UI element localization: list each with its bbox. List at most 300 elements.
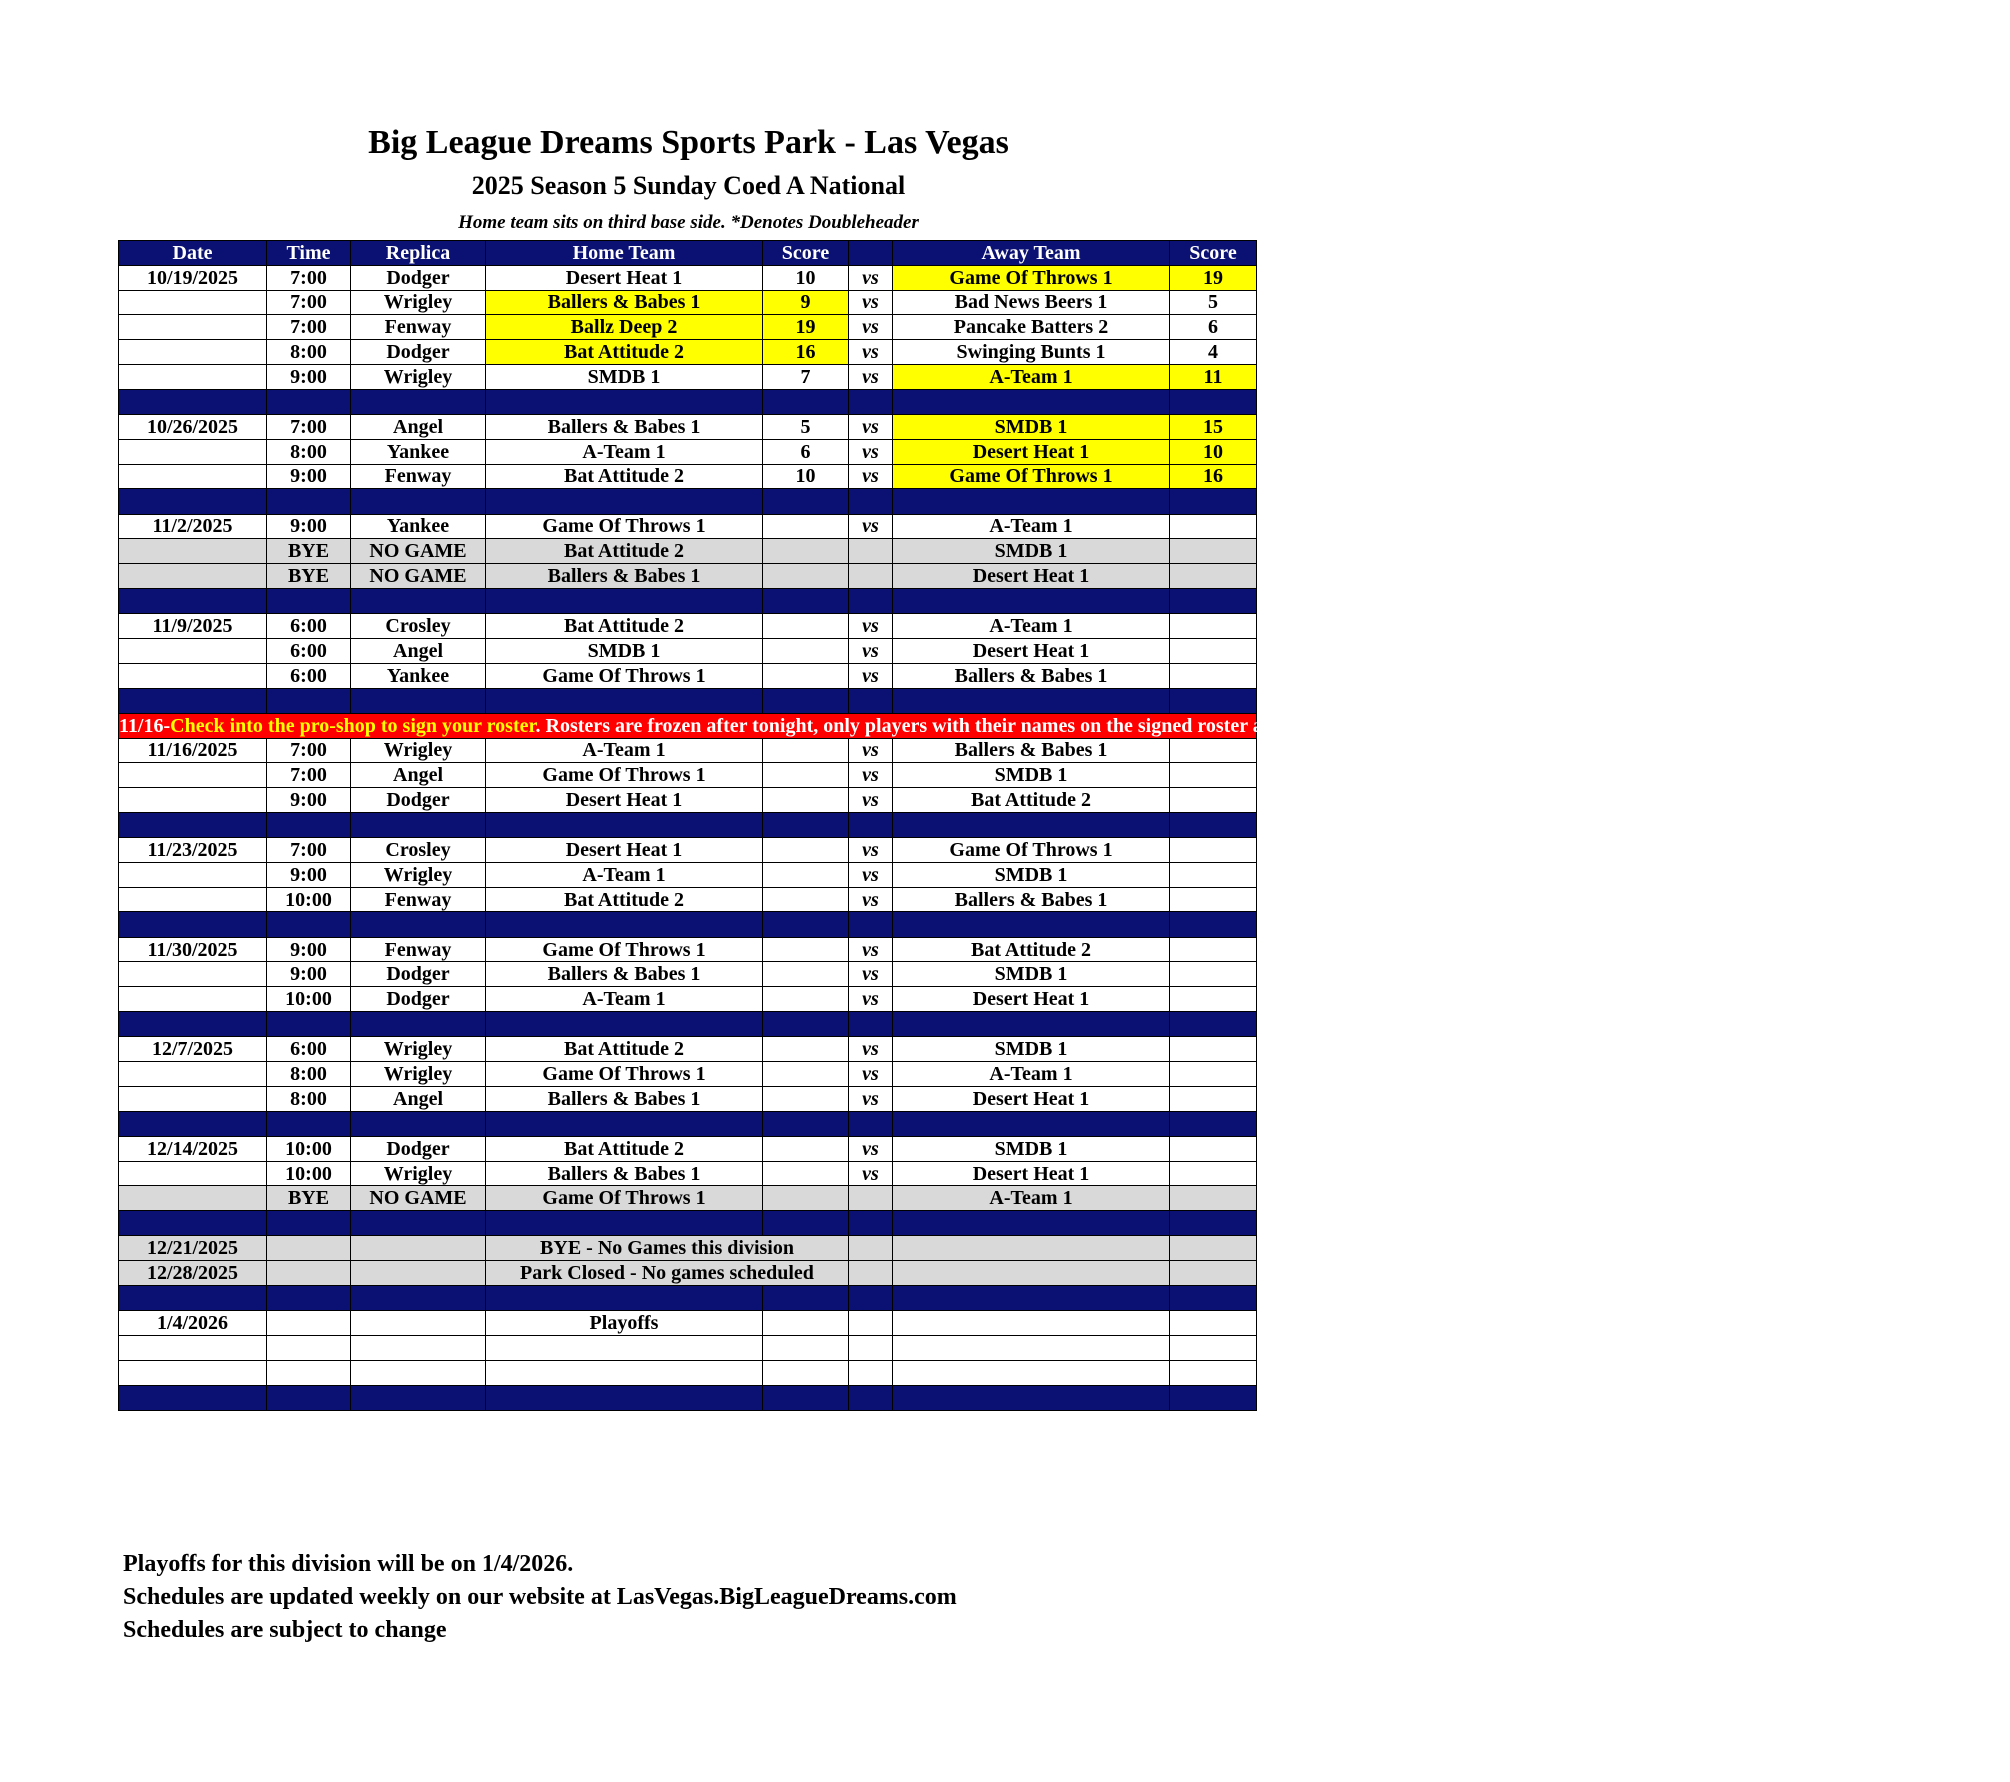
home-score-cell — [763, 564, 849, 589]
game-row — [119, 887, 1257, 912]
away-team-cell: Swinging Bunts 1 — [893, 340, 1170, 365]
home-team-cell: Desert Heat 1 — [486, 265, 763, 290]
home-team-cell: Ballers & Babes 1 — [486, 1086, 763, 1111]
separator-cell — [119, 1211, 267, 1236]
home-team-cell: Playoffs — [486, 1311, 763, 1336]
separator-cell — [267, 389, 351, 414]
home-team-cell: Ballers & Babes 1 — [486, 1161, 763, 1186]
home-team-cell: Game Of Throws 1 — [486, 1062, 763, 1087]
week-separator — [119, 1211, 1257, 1236]
away-score-cell — [1170, 638, 1257, 663]
replica-cell: Fenway — [351, 464, 486, 489]
game-row — [119, 738, 1257, 763]
away-team-cell: Desert Heat 1 — [893, 1086, 1170, 1111]
week-separator — [119, 1385, 1257, 1410]
separator-cell — [849, 1385, 893, 1410]
week-separator — [119, 912, 1257, 937]
vs-cell — [849, 1360, 893, 1385]
away-score-cell: 4 — [1170, 340, 1257, 365]
date-cell — [119, 290, 267, 315]
separator-cell — [267, 1385, 351, 1410]
vs-cell: vs — [849, 1062, 893, 1087]
roster-notice — [119, 713, 2010, 738]
home-team-cell — [486, 1335, 763, 1360]
date-cell: 12/28/2025 — [119, 1261, 267, 1286]
home-team-cell: Ballers & Babes 1 — [486, 290, 763, 315]
game-row — [119, 464, 1257, 489]
separator-cell — [119, 688, 267, 713]
away-team-cell: Game Of Throws 1 — [893, 838, 1170, 863]
vs-cell: vs — [849, 638, 893, 663]
time-cell: 7:00 — [267, 838, 351, 863]
away-team-cell — [893, 1236, 1170, 1261]
home-team-cell: Game Of Throws 1 — [486, 663, 763, 688]
home-team-cell: A-Team 1 — [486, 439, 763, 464]
separator-cell — [119, 489, 267, 514]
separator-cell — [351, 1285, 486, 1310]
time-cell: BYE — [267, 1186, 351, 1211]
col-replica: Replica — [351, 241, 486, 266]
date-cell: 12/21/2025 — [119, 1236, 267, 1261]
separator-cell — [763, 489, 849, 514]
date-cell — [119, 340, 267, 365]
date-cell — [119, 887, 267, 912]
date-cell — [119, 1062, 267, 1087]
replica-cell: Yankee — [351, 663, 486, 688]
separator-cell — [486, 1211, 763, 1236]
vs-cell: vs — [849, 738, 893, 763]
home-score-cell — [763, 638, 849, 663]
home-score-cell — [763, 663, 849, 688]
date-cell: 1/4/2026 — [119, 1311, 267, 1336]
date-cell: 11/2/2025 — [119, 514, 267, 539]
week-separator — [119, 1111, 1257, 1136]
away-team-cell: A-Team 1 — [893, 1186, 1170, 1211]
roster-notice-row — [119, 713, 1257, 738]
home-score-cell: 16 — [763, 340, 849, 365]
replica-cell — [351, 1311, 486, 1336]
bye-row — [119, 1186, 1257, 1211]
home-score-cell — [763, 1037, 849, 1062]
separator-cell — [763, 1211, 849, 1236]
separator-cell — [763, 588, 849, 613]
time-cell: 9:00 — [267, 364, 351, 389]
home-score-cell — [763, 962, 849, 987]
vs-cell: vs — [849, 514, 893, 539]
time-cell: 9:00 — [267, 464, 351, 489]
separator-cell — [351, 1385, 486, 1410]
home-team-cell: Bat Attitude 2 — [486, 1037, 763, 1062]
separator-cell — [893, 1012, 1170, 1037]
away-score-cell — [1170, 614, 1257, 639]
date-cell — [119, 663, 267, 688]
separator-cell — [893, 489, 1170, 514]
away-team-cell: A-Team 1 — [893, 614, 1170, 639]
separator-cell — [351, 812, 486, 837]
col-time: Time — [267, 241, 351, 266]
home-team-cell: Ballers & Babes 1 — [486, 414, 763, 439]
away-score-cell: 10 — [1170, 439, 1257, 464]
home-score-cell — [763, 539, 849, 564]
time-cell: 9:00 — [267, 788, 351, 813]
separator-cell — [849, 1111, 893, 1136]
home-team-cell: Game Of Throws 1 — [486, 1186, 763, 1211]
home-score-cell — [763, 1136, 849, 1161]
away-score-cell — [1170, 1335, 1257, 1360]
away-team-cell: Desert Heat 1 — [893, 1161, 1170, 1186]
replica-cell — [351, 1236, 486, 1261]
separator-cell — [1170, 489, 1257, 514]
date-cell — [119, 1186, 267, 1211]
separator-cell — [267, 1012, 351, 1037]
closed-message: Park Closed - No games scheduled — [486, 1261, 849, 1286]
time-cell — [267, 1335, 351, 1360]
vs-cell — [849, 1261, 893, 1286]
replica-cell: Wrigley — [351, 1161, 486, 1186]
vs-cell: vs — [849, 788, 893, 813]
separator-cell — [486, 812, 763, 837]
away-team-cell: Bat Attitude 2 — [893, 788, 1170, 813]
separator-cell — [893, 1385, 1170, 1410]
notice-highlight: Check into the pro-shop to sign your roster — [170, 714, 536, 737]
away-team-cell: SMDB 1 — [893, 539, 1170, 564]
date-cell — [119, 788, 267, 813]
vs-cell — [849, 564, 893, 589]
date-cell — [119, 763, 267, 788]
separator-cell — [486, 1111, 763, 1136]
home-score-cell — [763, 1335, 849, 1360]
game-row — [119, 614, 1257, 639]
replica-cell — [351, 1360, 486, 1385]
home-score-cell — [763, 514, 849, 539]
date-cell — [119, 638, 267, 663]
vs-cell: vs — [849, 265, 893, 290]
separator-cell — [486, 489, 763, 514]
away-team-cell: Desert Heat 1 — [893, 638, 1170, 663]
home-score-cell — [763, 788, 849, 813]
away-team-cell — [893, 1261, 1170, 1286]
away-score-cell — [1170, 962, 1257, 987]
replica-cell: Fenway — [351, 315, 486, 340]
date-cell — [119, 539, 267, 564]
home-team-cell: Bat Attitude 2 — [486, 1136, 763, 1161]
separator-cell — [351, 1111, 486, 1136]
separator-cell — [763, 1285, 849, 1310]
vs-cell: vs — [849, 439, 893, 464]
replica-cell: Wrigley — [351, 738, 486, 763]
home-score-cell: 5 — [763, 414, 849, 439]
replica-cell: Dodger — [351, 788, 486, 813]
closed-row — [119, 1236, 1257, 1261]
away-score-cell — [1170, 1261, 1257, 1286]
week-separator — [119, 1285, 1257, 1310]
home-team-cell: SMDB 1 — [486, 364, 763, 389]
vs-cell: vs — [849, 663, 893, 688]
date-cell — [119, 564, 267, 589]
game-row — [119, 514, 1257, 539]
vs-cell: vs — [849, 763, 893, 788]
week-separator — [119, 588, 1257, 613]
date-cell: 10/19/2025 — [119, 265, 267, 290]
game-row — [119, 290, 1257, 315]
home-team-cell — [486, 1360, 763, 1385]
game-row — [119, 1037, 1257, 1062]
vs-cell: vs — [849, 290, 893, 315]
away-score-cell — [1170, 539, 1257, 564]
vs-cell: vs — [849, 887, 893, 912]
game-row — [119, 439, 1257, 464]
home-team-cell: Ballz Deep 2 — [486, 315, 763, 340]
game-row — [119, 340, 1257, 365]
replica-cell: Crosley — [351, 838, 486, 863]
separator-cell — [267, 489, 351, 514]
away-score-cell — [1170, 763, 1257, 788]
away-team-cell: Ballers & Babes 1 — [893, 887, 1170, 912]
week-separator — [119, 489, 1257, 514]
vs-cell: vs — [849, 962, 893, 987]
separator-cell — [119, 1285, 267, 1310]
separator-cell — [849, 812, 893, 837]
separator-cell — [1170, 688, 1257, 713]
home-team-cell: Game Of Throws 1 — [486, 763, 763, 788]
time-cell: 8:00 — [267, 1062, 351, 1087]
time-cell: 9:00 — [267, 937, 351, 962]
away-score-cell — [1170, 862, 1257, 887]
separator-cell — [1170, 588, 1257, 613]
col-date: Date — [119, 241, 267, 266]
time-cell — [267, 1236, 351, 1261]
home-score-cell — [763, 987, 849, 1012]
separator-cell — [893, 688, 1170, 713]
notice-text: . Rosters are frozen after tonight, only players with their names on the signed roster are eligible for playoffs. Please check carefully as changes will not be made for omissions. — [535, 714, 2010, 737]
home-team-cell: Ballers & Babes 1 — [486, 962, 763, 987]
separator-cell — [893, 588, 1170, 613]
separator-cell — [486, 1285, 763, 1310]
vs-cell: vs — [849, 862, 893, 887]
separator-cell — [119, 812, 267, 837]
replica-cell: Yankee — [351, 514, 486, 539]
separator-cell — [1170, 389, 1257, 414]
home-score-cell — [763, 887, 849, 912]
date-cell: 11/23/2025 — [119, 838, 267, 863]
away-team-cell: Desert Heat 1 — [893, 439, 1170, 464]
home-score-cell — [763, 937, 849, 962]
replica-cell: Wrigley — [351, 1062, 486, 1087]
home-score-cell: 6 — [763, 439, 849, 464]
vs-cell — [849, 1335, 893, 1360]
home-score-cell: 10 — [763, 265, 849, 290]
replica-cell: Wrigley — [351, 364, 486, 389]
separator-cell — [893, 812, 1170, 837]
date-cell: 12/14/2025 — [119, 1136, 267, 1161]
home-team-cell: Desert Heat 1 — [486, 788, 763, 813]
replica-cell: Wrigley — [351, 862, 486, 887]
separator-cell — [119, 389, 267, 414]
separator-cell — [849, 1211, 893, 1236]
replica-cell: NO GAME — [351, 539, 486, 564]
vs-cell: vs — [849, 1086, 893, 1111]
home-score-cell: 7 — [763, 364, 849, 389]
date-cell — [119, 364, 267, 389]
replica-cell: Dodger — [351, 340, 486, 365]
game-row — [119, 638, 1257, 663]
away-score-cell: 16 — [1170, 464, 1257, 489]
game-row — [119, 1086, 1257, 1111]
home-team-cell: Desert Heat 1 — [486, 838, 763, 863]
separator-cell — [893, 389, 1170, 414]
away-score-cell — [1170, 1136, 1257, 1161]
game-row — [119, 937, 1257, 962]
footer-website: Schedules are updated weekly on our website at LasVegas.BigLeagueDreams.com — [123, 1584, 957, 1610]
home-score-cell: 19 — [763, 315, 849, 340]
date-cell: 10/26/2025 — [119, 414, 267, 439]
footer — [123, 1548, 957, 1647]
separator-cell — [849, 489, 893, 514]
home-score-cell — [763, 763, 849, 788]
bye-row — [119, 539, 1257, 564]
date-cell — [119, 464, 267, 489]
away-score-cell — [1170, 937, 1257, 962]
time-cell: 10:00 — [267, 987, 351, 1012]
separator-cell — [267, 912, 351, 937]
game-row — [119, 763, 1257, 788]
separator-cell — [763, 812, 849, 837]
home-team-cell: SMDB 1 — [486, 638, 763, 663]
away-team-cell: A-Team 1 — [893, 1062, 1170, 1087]
time-cell: 6:00 — [267, 614, 351, 639]
separator-cell — [119, 1111, 267, 1136]
separator-cell — [1170, 912, 1257, 937]
col-away-team: Away Team — [893, 241, 1170, 266]
date-cell — [119, 1086, 267, 1111]
home-score-cell — [763, 1311, 849, 1336]
away-score-cell — [1170, 1236, 1257, 1261]
separator-cell — [119, 912, 267, 937]
time-cell: 8:00 — [267, 439, 351, 464]
home-team-cell: Bat Attitude 2 — [486, 340, 763, 365]
replica-cell: NO GAME — [351, 564, 486, 589]
home-score-cell — [763, 1062, 849, 1087]
home-team-cell: A-Team 1 — [486, 862, 763, 887]
date-cell: 11/30/2025 — [119, 937, 267, 962]
vs-cell: vs — [849, 1037, 893, 1062]
separator-cell — [267, 812, 351, 837]
game-row — [119, 1062, 1257, 1087]
time-cell: 10:00 — [267, 1136, 351, 1161]
game-row — [119, 862, 1257, 887]
vs-cell: vs — [849, 614, 893, 639]
time-cell: 8:00 — [267, 340, 351, 365]
time-cell: 9:00 — [267, 862, 351, 887]
time-cell: 10:00 — [267, 1161, 351, 1186]
separator-cell — [763, 1111, 849, 1136]
replica-cell: Fenway — [351, 887, 486, 912]
away-score-cell — [1170, 1360, 1257, 1385]
separator-cell — [893, 1285, 1170, 1310]
away-team-cell — [893, 1311, 1170, 1336]
separator-cell — [1170, 1211, 1257, 1236]
separator-cell — [119, 1012, 267, 1037]
notice-date: 11/16- — [119, 714, 171, 737]
home-team-cell: Bat Attitude 2 — [486, 539, 763, 564]
col-away-score: Score — [1170, 241, 1257, 266]
away-score-cell — [1170, 1161, 1257, 1186]
vs-cell: vs — [849, 1161, 893, 1186]
away-score-cell — [1170, 788, 1257, 813]
away-team-cell: Ballers & Babes 1 — [893, 663, 1170, 688]
home-team-cell: A-Team 1 — [486, 738, 763, 763]
away-team-cell: Game Of Throws 1 — [893, 265, 1170, 290]
week-separator — [119, 1012, 1257, 1037]
separator-cell — [119, 588, 267, 613]
away-score-cell — [1170, 564, 1257, 589]
game-row — [119, 1136, 1257, 1161]
separator-cell — [267, 588, 351, 613]
vs-cell: vs — [849, 340, 893, 365]
replica-cell: NO GAME — [351, 1186, 486, 1211]
date-cell: 12/7/2025 — [119, 1037, 267, 1062]
header-row — [119, 241, 1257, 266]
separator-cell — [763, 912, 849, 937]
away-team-cell: Pancake Batters 2 — [893, 315, 1170, 340]
separator-cell — [849, 688, 893, 713]
away-score-cell — [1170, 987, 1257, 1012]
home-score-cell — [763, 1161, 849, 1186]
away-score-cell: 11 — [1170, 364, 1257, 389]
separator-cell — [486, 912, 763, 937]
vs-cell — [849, 1186, 893, 1211]
schedule-table — [118, 240, 2010, 1411]
time-cell — [267, 1360, 351, 1385]
game-row — [119, 1311, 1257, 1336]
separator-cell — [486, 588, 763, 613]
replica-cell: Wrigley — [351, 290, 486, 315]
home-team-cell: Game Of Throws 1 — [486, 514, 763, 539]
vs-cell: vs — [849, 364, 893, 389]
separator-cell — [351, 389, 486, 414]
replica-cell: Angel — [351, 1086, 486, 1111]
date-cell — [119, 987, 267, 1012]
away-team-cell: A-Team 1 — [893, 514, 1170, 539]
separator-cell — [351, 1211, 486, 1236]
away-score-cell: 6 — [1170, 315, 1257, 340]
replica-cell — [351, 1335, 486, 1360]
time-cell: 7:00 — [267, 290, 351, 315]
separator-cell — [351, 1012, 486, 1037]
replica-cell: Dodger — [351, 962, 486, 987]
separator-cell — [763, 688, 849, 713]
replica-cell: Wrigley — [351, 1037, 486, 1062]
date-cell — [119, 962, 267, 987]
away-score-cell — [1170, 1062, 1257, 1087]
separator-cell — [1170, 812, 1257, 837]
away-team-cell: Game Of Throws 1 — [893, 464, 1170, 489]
away-score-cell: 15 — [1170, 414, 1257, 439]
separator-cell — [1170, 1285, 1257, 1310]
week-separator — [119, 812, 1257, 837]
date-cell — [119, 439, 267, 464]
away-score-cell: 19 — [1170, 265, 1257, 290]
away-team-cell: SMDB 1 — [893, 414, 1170, 439]
away-team-cell: Ballers & Babes 1 — [893, 738, 1170, 763]
game-row — [119, 838, 1257, 863]
away-score-cell: 5 — [1170, 290, 1257, 315]
home-team-cell: Bat Attitude 2 — [486, 464, 763, 489]
replica-cell: Dodger — [351, 265, 486, 290]
replica-cell: Angel — [351, 763, 486, 788]
time-cell: 6:00 — [267, 638, 351, 663]
replica-cell — [351, 1261, 486, 1286]
